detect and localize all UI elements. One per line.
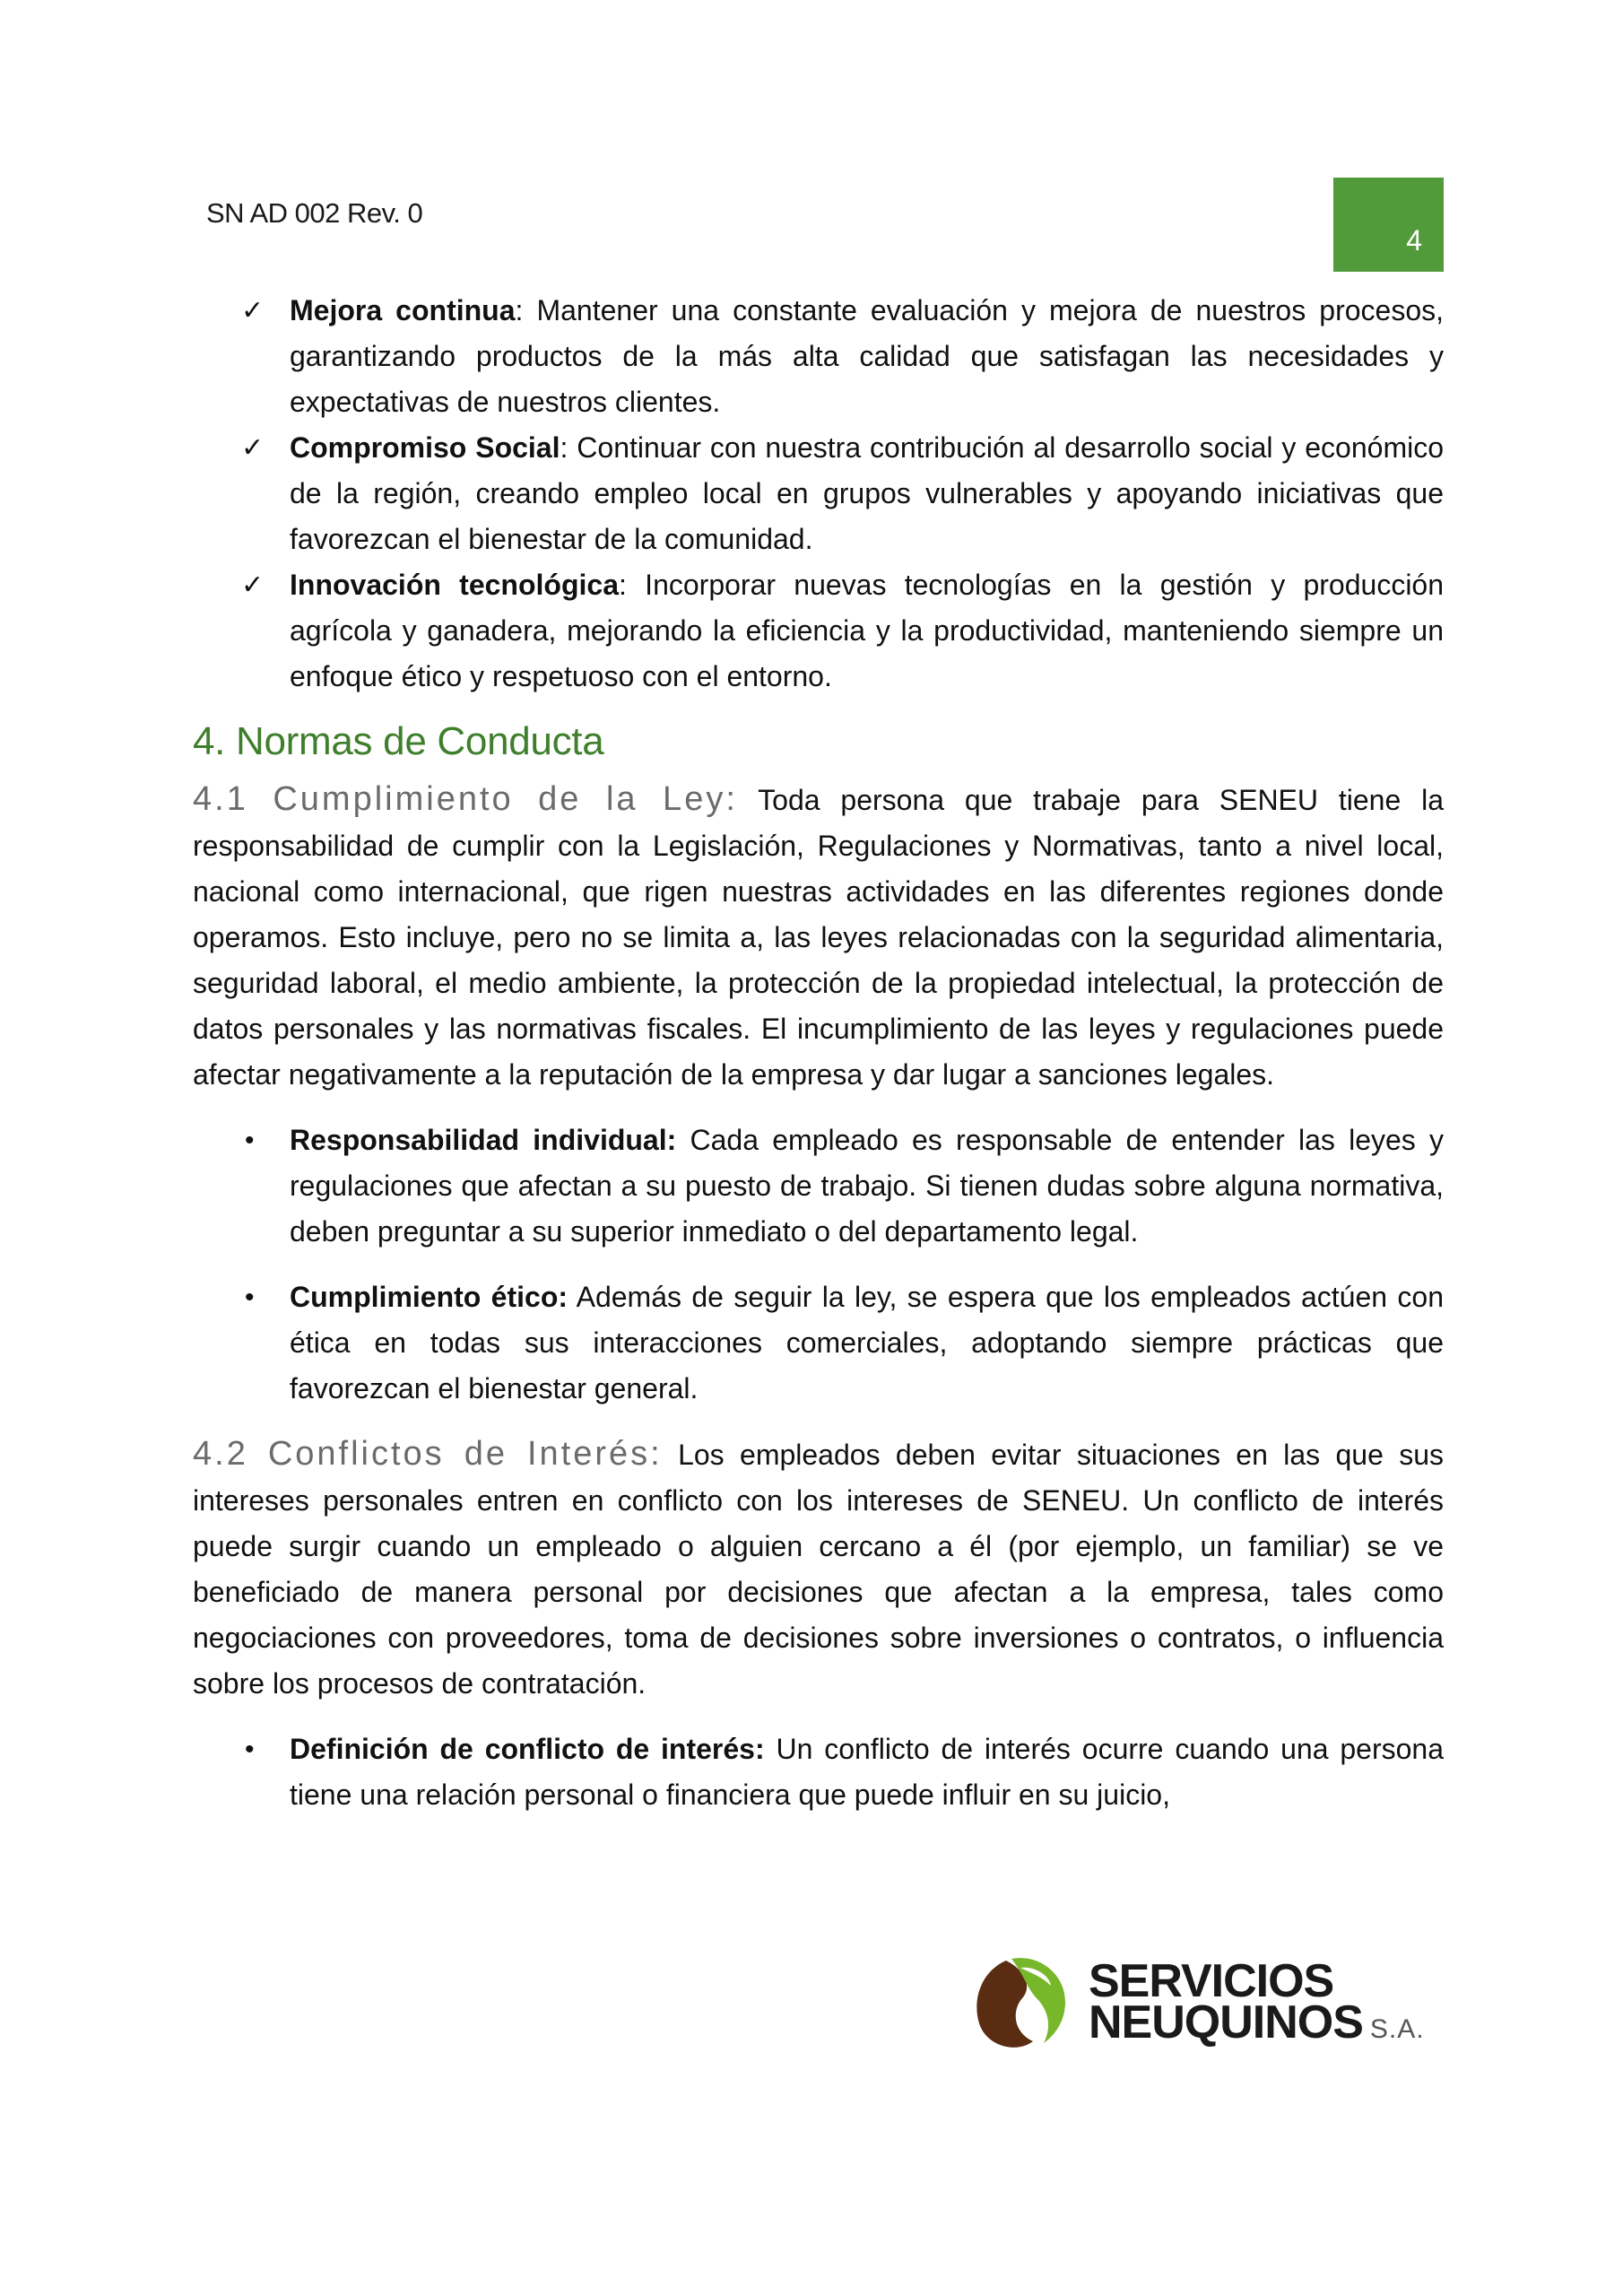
page-number: 4 — [1406, 224, 1422, 257]
section-title: 4. Normas de Conducta — [193, 719, 604, 763]
value-text: Mantener una constante evaluación y mejora de nuestros procesos, garantizando productos de la más alta calidad que satisfagan las necesidades y expectativas de nuestros clientes. — [290, 294, 1445, 418]
section-4-2 — [193, 1431, 1444, 1707]
bullet-icon: • — [245, 1126, 255, 1155]
subsection-title: 4.1 Cumplimiento de la Ley: — [193, 780, 738, 818]
logo-text: SERVICIOS NEUQUINOS S.A. — [1089, 1955, 1425, 2048]
bullet-icon: • — [245, 1283, 255, 1312]
bullet-item: • Responsabilidad individual: Cada empleado es responsable de entender las leyes y regulaciones que afectan a su puesto de trabajo. Si tienen dudas sobre alguna normativa, deben preguntar a su superior inmediato o del departamento legal. — [193, 1118, 1444, 1255]
check-icon: ✓ — [241, 570, 265, 600]
document-body — [193, 288, 1444, 1838]
doc-code: SN AD 002 Rev. 0 — [206, 197, 423, 229]
check-icon: ✓ — [241, 433, 265, 463]
company-logo — [970, 1955, 1425, 2063]
value-title: Compromiso Social — [290, 431, 560, 464]
bullet-item: • Definición de conflicto de interés: Un conflicto de interés ocurre cuando una persona tiene una relación personal o financiera que puede influir en su juicio, — [193, 1726, 1444, 1818]
value-item-innovacion: ✓ Innovación tecnológica: Incorporar nuevas tecnologías en la gestión y producción agrícola y ganadera, mejorando la eficiencia y la productividad, manteniendo siempre un enfoque ético y respetuoso con el entorno. — [193, 562, 1444, 700]
logo-mark-icon — [970, 1955, 1069, 2054]
subsection-text: Toda persona que trabaje para SENEU tiene la responsabilidad de cumplir con la Legislación, Regulaciones y Normativas, tanto a nivel local, nacional como internacional, que rigen nuestras actividades en las diferentes regiones donde operamos. Esto incluye, pero no se limita a, las leyes relacionadas con la seguridad alimentaria, seguridad laboral, el medio ambiente, la protección de la propiedad intelectual, la protección de datos personales y las normativas fiscales. El incumplimiento de las leyes y regulaciones puede afectar negativamente a la reputación de la empresa y dar lugar a sanciones legales. — [193, 784, 1445, 1091]
page-number-box — [1333, 178, 1444, 272]
section-4-1 — [193, 777, 1444, 1098]
value-text: Continuar con nuestra contribución al desarrollo social y económico de la región, creando empleo local en grupos vulnerables y apoyando iniciativas que favorezcan el bienestar de la comunidad. — [290, 431, 1445, 555]
s42-bullets — [193, 1726, 1444, 1818]
value-item-mejora: ✓ Mejora continua: Mantener una constante evaluación y mejora de nuestros procesos, garantizando productos de la más alta calidad que satisfagan las necesidades y expectativas de nuestros clientes. — [193, 288, 1444, 425]
value-title: Innovación tecnológica — [290, 569, 619, 601]
value-item-compromiso: ✓ Compromiso Social: Continuar con nuestra contribución al desarrollo social y económico de la región, creando empleo local en grupos vulnerables y apoyando iniciativas que favorezcan el bienestar de la comunidad. — [193, 425, 1444, 562]
s41-bullets — [193, 1118, 1444, 1412]
value-title: Mejora continua — [290, 294, 516, 326]
bullet-item: • Cumplimiento ético: Además de seguir la ley, se espera que los empleados actúen con ética en todas sus interacciones comerciales, adoptando siempre prácticas que favorezcan el bienestar general. — [193, 1274, 1444, 1412]
subsection-title: 4.2 Conflictos de Interés: — [193, 1435, 663, 1473]
bullet-icon: • — [245, 1735, 255, 1764]
subsection-text: Los empleados deben evitar situaciones en las que sus intereses personales entren en conflicto con los intereses de SENEU. Un conflicto de interés puede surgir cuando un empleado o alguien cercano a él (por ejemplo, un familiar) se ve beneficiado de manera personal por decisiones que afectan a la empresa, tales como negociaciones con proveedores, toma de decisiones sobre inversiones o contratos, o influencia sobre los procesos de contratación. — [193, 1439, 1445, 1700]
check-icon: ✓ — [241, 296, 265, 326]
value-text: Incorporar nuevas tecnologías en la gestión y producción agrícola y ganadera, mejorando la eficiencia y la productividad, manteniendo siempre un enfoque ético y respetuoso con el entorno. — [290, 569, 1445, 692]
values-list — [193, 288, 1444, 700]
